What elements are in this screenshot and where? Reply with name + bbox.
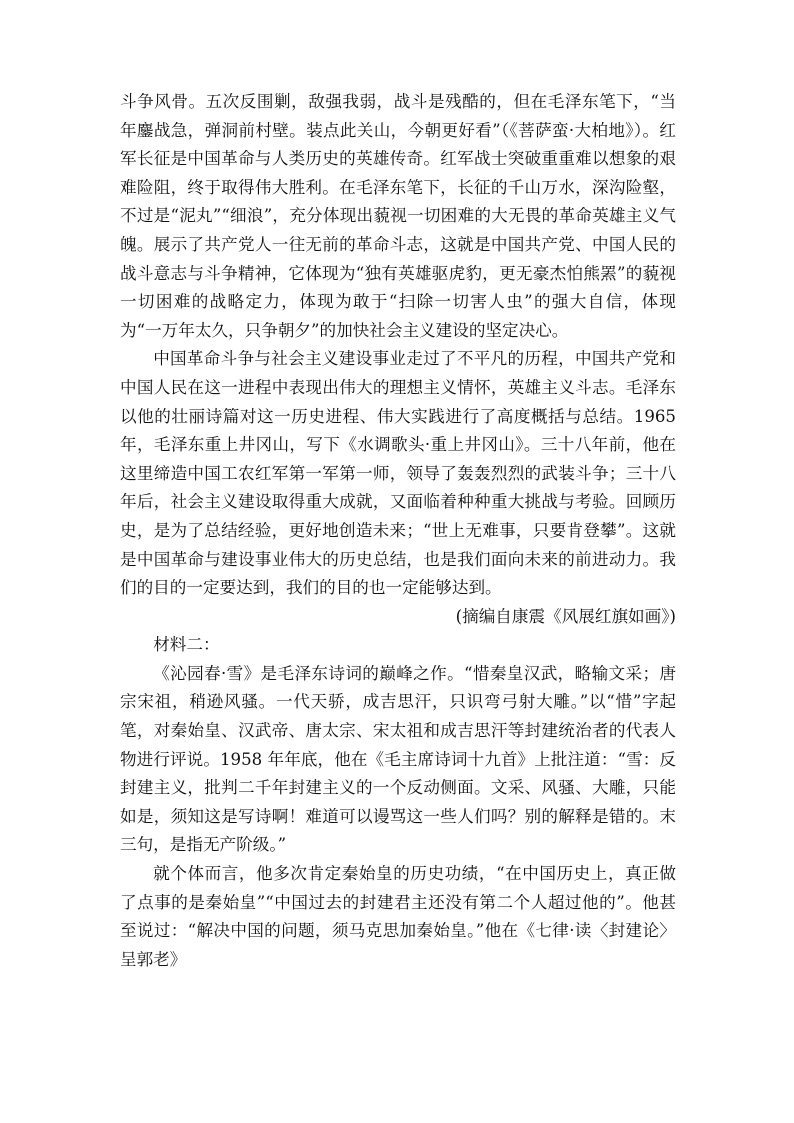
material-2-heading: 材料二： bbox=[153, 635, 220, 655]
paragraph-qin-shihuang: 就个体而言，他多次肯定秦始皇的历史功绩，“在中国历史上，真正做了点事的是秦始皇”“中国过去的封建君主还没有第二个人超过他的”。他甚至说过：“解决中国的问题，须马克思加秦始皇。”他在《七律·读〈封建论〉呈郭老》 bbox=[120, 864, 676, 969]
paragraph-continuation: 斗争风骨。五次反围剿，敌强我弱，战斗是残酷的，但在毛泽东笔下，“当年鏖战急，弹洞前村壁。装点此关山，今朝更好看”（《菩萨蛮·大柏地》）。红军长征是中国革命与人类历史的英雄传奇。红军战士突破重重难以想象的艰难险阻，终于取得伟大胜利。在毛泽东笔下，长征的千山万水，深沟险壑，不过是“泥丸”“细浪”，充分体现出藐视一切困难的大无畏的革命英雄主义气魄。展示了共产党人一往无前的革命斗志，这就是中国共产党、中国人民的战斗意志与斗争精神，它体现为“独有英雄驱虎豹，更无豪杰怕熊罴”的藐视一切困难的战略定力，体现为敢于“扫除一切害人虫”的强大自信，体现为“一万年太久，只争朝夕”的加快社会主义建设的坚定决心。 bbox=[120, 92, 676, 340]
source-citation: (摘编自康震《风展红旗如画》) bbox=[455, 606, 676, 626]
paragraph-qinyuanchun: 《沁园春·雪》是毛泽东诗词的巅峰之作。“惜秦皇汉武，略输文采；唐宗宋祖，稍逊风骚。一代天骄，成吉思汗，只识弯弓射大雕。”以“惜”字起笔，对秦始皇、汉武帝、唐太宗、宋太祖和成吉思汗等封建统治者的代表人物进行评说。1958 年年底，他在《毛主席诗词十九首》上批注道：“雪：反封建主义，批判二千年封建主义的一个反动侧面。文采、风骚、大雕，只能如是，须知这是写诗啊！难道可以谩骂这一些人们吗？别的解释是错的。末三句，是指无产阶级。” bbox=[120, 663, 676, 855]
paragraph-revolution-history: 中国革命斗争与社会主义建设事业走过了不平凡的历程，中国共产党和中国人民在这一进程中表现出伟大的理想主义情怀，英雄主义斗志。毛泽东以他的壮丽诗篇对这一历史进程、伟大实践进行了高度概括与总结。1965年，毛泽东重上井冈山，写下《水调歌头·重上井冈山》。三十八年前，他在这里缔造中国工农红军第一军第一师，领导了轰轰烈烈的武装斗争；三十八年后，社会主义建设取得重大成就，又面临着种种重大挑战与考验。回顾历史，是为了总结经验，更好地创造未来；“世上无难事，只要肯登攀”。这就是中国革命与建设事业伟大的历史总结，也是我们面向未来的前进动力。我们的目的一定要达到，我们的目的也一定能够达到。 bbox=[120, 349, 676, 598]
document-body bbox=[120, 88, 676, 974]
